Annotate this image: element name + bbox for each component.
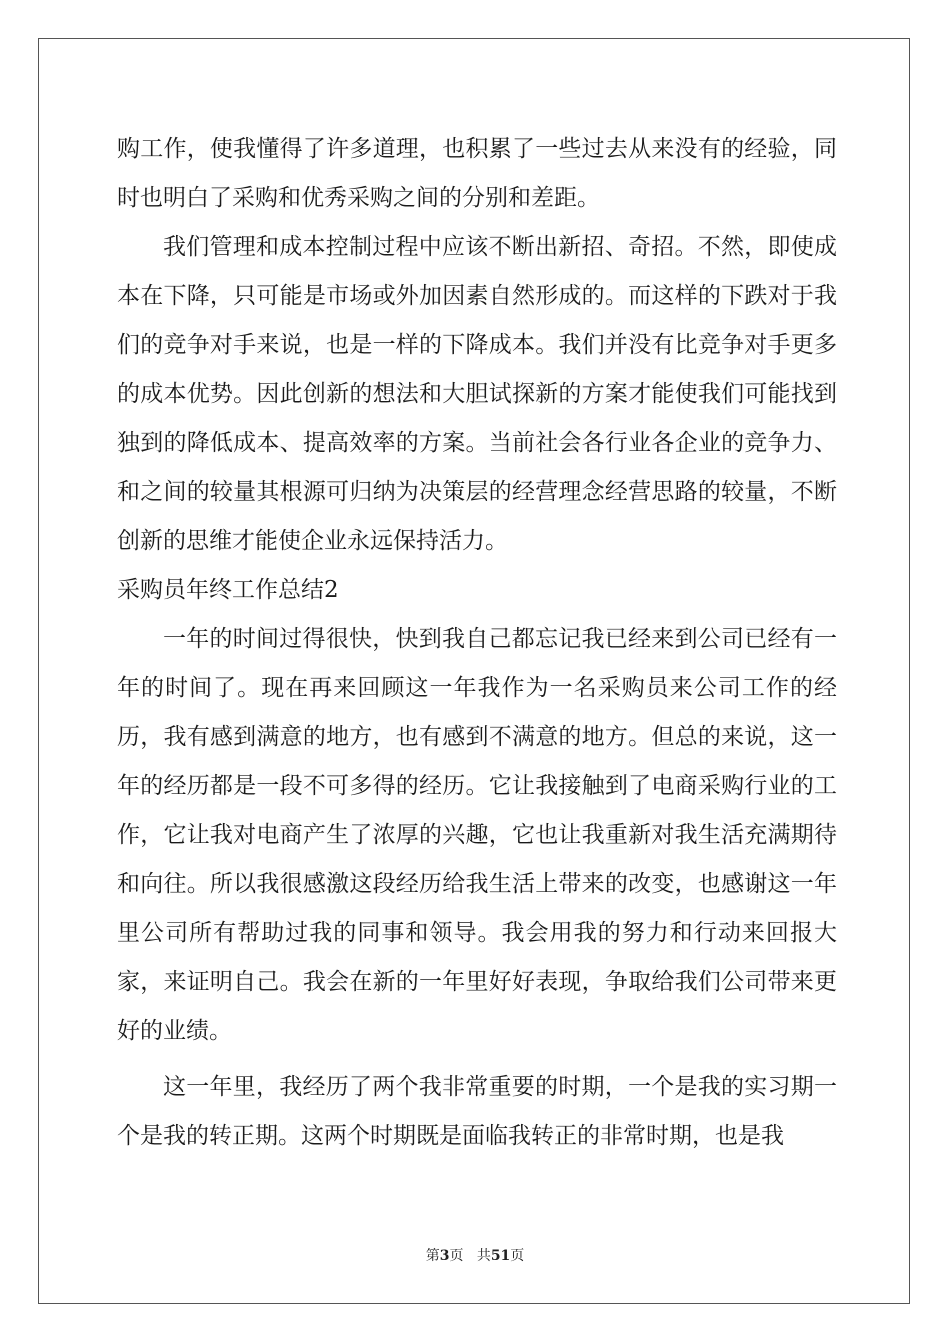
section-heading: 采购员年终工作总结2 bbox=[117, 577, 339, 603]
total-suffix: 页 bbox=[510, 1248, 525, 1264]
paragraph-cost-control: 我们管理和成本控制过程中应该不断出新招、奇招。不然，即使成本在下降，只可能是市场或外加因素自然形成的。而这样的下跌对于我们的竞争对手来说，也是一样的下降成本。我们并没有比竞争对手更多的成本优势。因此创新的想法和大胆试探新的方案才能使我们可能找到独到的降低成本、提高效率的方案。当前社会各行业各企业的竞争力、和之间的较量其根源可归纳为决策层的经营理念经营思路的较量，不断创新的思维才能使企业永远保持活力。 bbox=[117, 234, 837, 554]
paragraph-year-review: 一年的时间过得很快，快到我自己都忘记我已经来到公司已经有一年的时间了。现在再来回顾这一年我作为一名采购员来公司工作的经历，我有感到满意的地方，也有感到不满意的地方。但总的来说，这一年的经历都是一段不可多得的经历。它让我接触到了电商采购行业的工作，它让我对电商产生了浓厚的兴趣，它也让我重新对我生活充满期待和向往。所以我很感激这段经历给我生活上带来的改变，也感谢这一年里公司所有帮助过我的同事和领导。我会用我的努力和行动来回报大家，来证明自己。我会在新的一年里好好表现，争取给我们公司带来更好的业绩。 bbox=[117, 626, 837, 1044]
document-body bbox=[117, 125, 837, 1161]
paragraph-two-periods: 这一年里，我经历了两个我非常重要的时期，一个是我的实习期一个是我的转正期。这两个时期既是面临我转正的非常时期，也是我 bbox=[117, 1074, 837, 1149]
page-footer bbox=[0, 1245, 950, 1265]
page-suffix: 页 bbox=[449, 1248, 464, 1264]
page-prefix: 第 bbox=[425, 1248, 440, 1264]
total-page-number: 51 bbox=[490, 1248, 511, 1264]
current-page-number: 3 bbox=[439, 1248, 450, 1264]
paragraph-continuation: 购工作，使我懂得了许多道理，也积累了一些过去从来没有的经验，同时也明白了采购和优秀采购之间的分别和差距。 bbox=[117, 136, 837, 211]
total-prefix: 共 bbox=[476, 1248, 491, 1264]
